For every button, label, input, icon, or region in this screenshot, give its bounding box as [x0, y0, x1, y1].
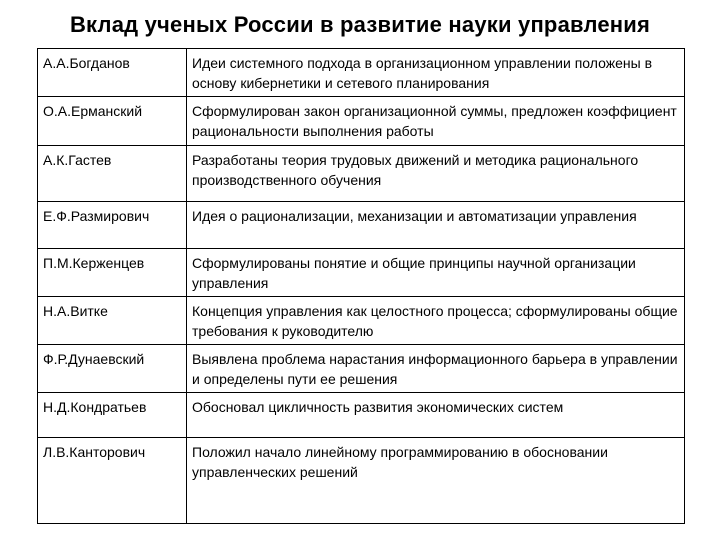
contribution-text: Положил начало линейному программированию в обосновании управленческих решений	[187, 438, 685, 524]
contribution-text: Идея о рационализации, механизации и автоматизации управления	[187, 202, 685, 249]
table-row	[38, 49, 685, 97]
scientist-name: Л.В.Канторович	[38, 438, 187, 524]
table-row	[38, 345, 685, 393]
contribution-text: Выявлена проблема нарастания информационного барьера в управлении и определены пути ее решения	[187, 345, 685, 393]
scientist-name: Е.Ф.Размирович	[38, 202, 187, 249]
scientist-name: Н.Д.Кондратьев	[38, 393, 187, 438]
scientist-name: А.К.Гастев	[38, 146, 187, 202]
scientist-name: О.А.Ерманский	[38, 97, 187, 146]
scientist-name: А.А.Богданов	[38, 49, 187, 97]
contribution-text: Обосновал цикличность развития экономических систем	[187, 393, 685, 438]
contribution-text: Разработаны теория трудовых движений и методика рационального производственного обучения	[187, 146, 685, 202]
contributions-table	[37, 48, 685, 524]
table-row	[38, 438, 685, 524]
table-row	[38, 97, 685, 146]
table-row	[38, 393, 685, 438]
table-row	[38, 297, 685, 345]
table-row	[38, 249, 685, 297]
contribution-text: Идеи системного подхода в организационном управлении положены в основу кибернетики и сетевого планирования	[187, 49, 685, 97]
contribution-text: Сформулирован закон организационной суммы, предложен коэффициент рациональности выполнения работы	[187, 97, 685, 146]
page-title: Вклад ученых России в развитие науки управления	[69, 12, 651, 37]
scientist-name: Ф.Р.Дунаевский	[38, 345, 187, 393]
scientist-name: П.М.Керженцев	[38, 249, 187, 297]
contribution-text: Сформулированы понятие и общие принципы научной организации управления	[187, 249, 685, 297]
scientist-name: Н.А.Витке	[38, 297, 187, 345]
table-row	[38, 146, 685, 202]
contribution-text: Концепция управления как целостного процесса; сформулированы общие требования к руководителю	[187, 297, 685, 345]
table-row	[38, 202, 685, 249]
